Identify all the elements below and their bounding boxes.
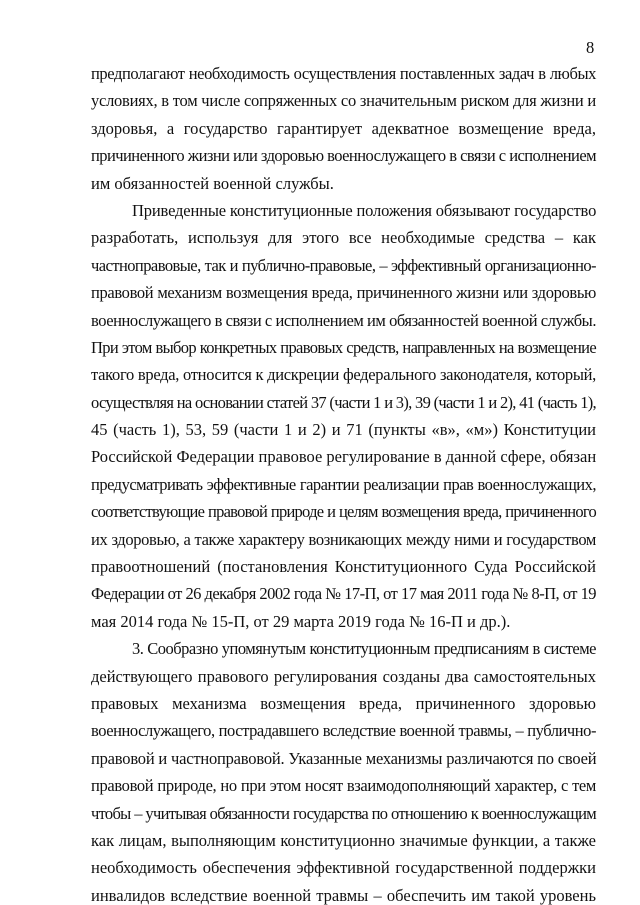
text-line: 3. Сообразно упомянутым конституционным предписаниям в системе [132,639,596,659]
text-line: Российской Федерации правовое регулирование в данной сфере, обязан [91,447,597,467]
text-line: как лицам, выполняющим конституционно значимые функции, а также [91,830,596,850]
text-line: военнослужащего в связи с исполнением им обязанностей военной службы. [91,310,596,330]
paragraph-2 [91,197,596,635]
text-line: правовой природе, но при этом носят взаимодополняющий характер, с тем [91,776,596,796]
text-line: соответствующие правовой природе и целям возмещения вреда, причиненного [91,502,596,522]
text-line: инвалидов вследствие военной травмы – обеспечить им такой уровень [91,885,596,905]
text-line: здоровья, а государство гарантирует адекватное возмещение вреда, [91,118,596,138]
text-line: причиненного жизни или здоровью военнослужащего в связи с исполнением [91,146,596,166]
text-line: осуществляя на основании статей 37 (части 1 и 3), 39 (части 1 и 2), 41 (часть 1), [91,392,596,412]
text-line: им обязанностей военной службы. [91,173,334,193]
text-line: предусматривать эффективные гарантии реализации прав военнослужащих, [91,474,596,494]
text-line: правовой механизм возмещения вреда, причиненного жизни или здоровью [91,283,596,303]
paragraph-1 [91,60,596,197]
text-line: правоотношений (постановления Конституционного Суда Российской [91,557,596,577]
text-line: 45 (часть 1), 53, 59 (части 1 и 2) и 71 (пункты «в», «м») Конституции [91,420,596,440]
text-line: При этом выбор конкретных правовых средств, направленных на возмещение [91,337,596,357]
text-line: их здоровью, а также характеру возникающих между ними и государством [91,529,596,549]
document-body [91,60,596,905]
text-line: действующего правового регулирования созданы два самостоятельных [91,666,596,686]
text-line: такого вреда, относится к дискреции федерального законодателя, который, [91,365,596,385]
text-line: мая 2014 года № 15-П, от 29 марта 2019 года № 16-П и др.). [91,611,511,631]
text-line: условиях, в том числе сопряженных со значительным риском для жизни и [91,91,596,111]
text-line: частноправовые, так и публично-правовые, – эффективный организационно- [91,255,596,275]
text-line: необходимость обеспечения эффективной государственной поддержки [91,858,596,878]
text-line: военнослужащего, пострадавшего вследствие военной травмы, – публично- [91,721,596,741]
text-line: правовой и частноправовой. Указанные механизмы различаются по своей [91,748,597,768]
paragraph-3 [91,635,596,905]
text-line: чтобы – учитывая обязанности государства по отношению к военнослужащим [91,803,596,823]
text-line: Приведенные конституционные положения обязывают государство [132,200,597,220]
text-line: правовых механизма возмещения вреда, причиненного здоровью [91,693,596,713]
text-line: разработать, используя для этого все необходимые средства – как [91,228,596,248]
text-line: Федерации от 26 декабря 2002 года № 17-П, от 17 мая 2011 года № 8-П, от 19 [91,584,596,604]
page-number: 8 [586,38,595,57]
text-line: предполагают необходимость осуществления поставленных задач в любых [91,64,596,83]
